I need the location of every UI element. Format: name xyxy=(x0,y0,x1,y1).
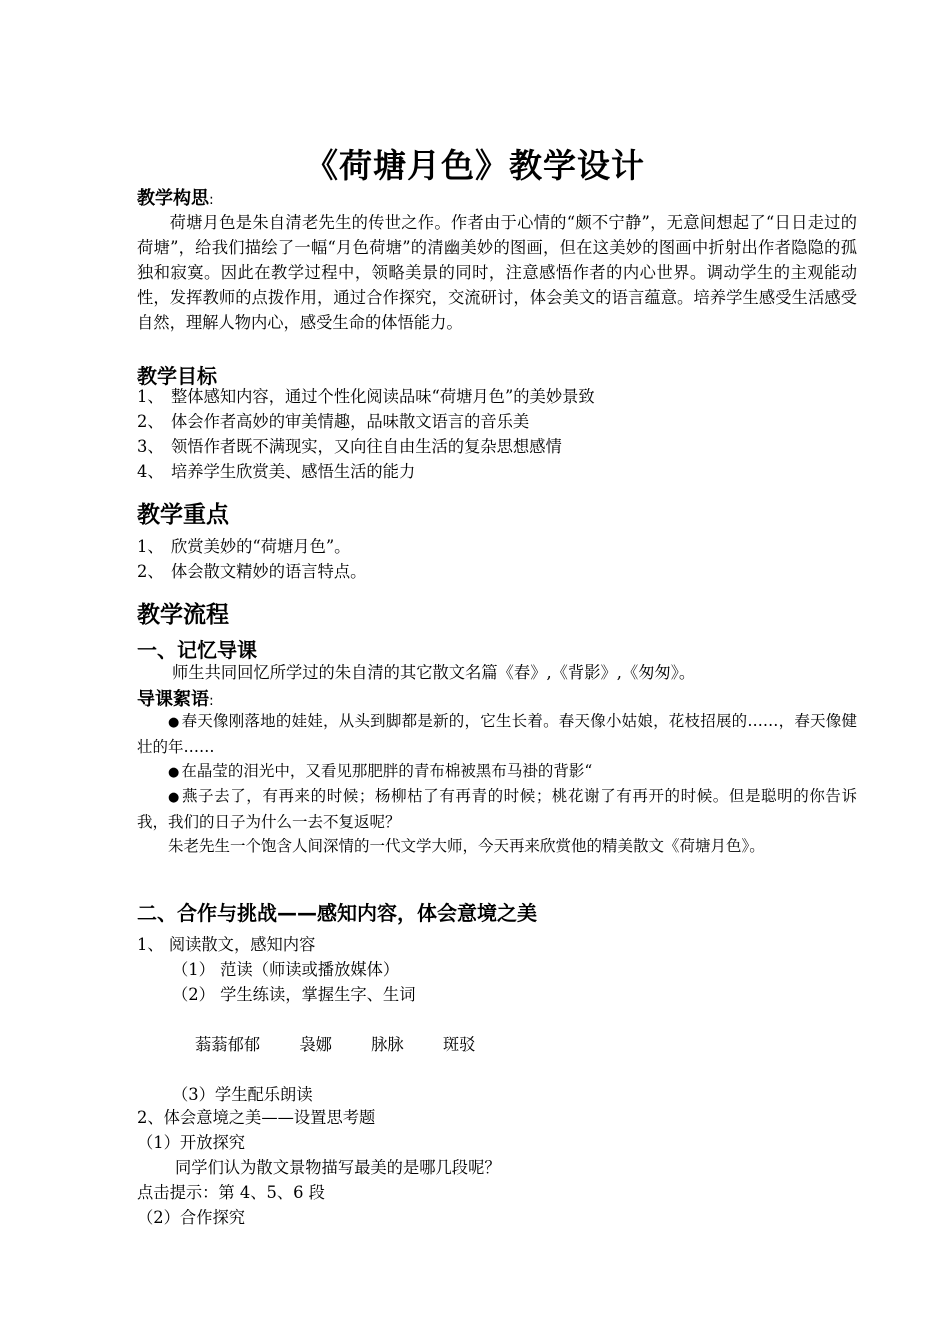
item-text: 欣赏美妙的“荷塘月色”。 xyxy=(171,537,351,556)
item-number: 4、 xyxy=(137,462,164,481)
concept-heading-text: 教学构思 xyxy=(137,188,209,209)
intro-closing: 朱老先生一个饱含人间深情的一代文学大师，今天再来欣赏他的精美散文《荷塘月色》。 xyxy=(168,837,765,855)
item-number: 2、 xyxy=(137,562,164,581)
part2-step1-c: （3）学生配乐朗读 xyxy=(172,1085,313,1104)
item-number: 2、 xyxy=(137,412,164,431)
vocab-word: 蓊蓊郁郁 xyxy=(195,1035,261,1054)
intro-bullet-2 xyxy=(137,759,857,785)
list-item xyxy=(137,559,857,584)
item-text: 体会作者高妙的审美情趣，品味散文语言的音乐美 xyxy=(171,412,530,431)
part2-step2: 2、体会意境之美——设置思考题 xyxy=(137,1108,376,1127)
intro-heading-colon: : xyxy=(209,693,214,709)
intro-heading xyxy=(137,685,857,711)
part2-step1-a: （1） 范读（师读或播放媒体） xyxy=(172,960,400,979)
bullet-icon: ● xyxy=(168,790,180,805)
bullet-text: 春天像刚落地的娃娃，从头到脚都是新的，它生长着。春天像小姑娘，花枝招展的……，春天像健壮的年…… xyxy=(137,712,857,756)
part2-step2-b: （2）合作探究 xyxy=(137,1208,246,1227)
concept-heading xyxy=(137,184,857,210)
goals-list xyxy=(137,384,857,484)
goals-heading: 教学目标 xyxy=(137,364,217,388)
intro-bullet-3 xyxy=(137,784,857,835)
list-item xyxy=(137,459,857,484)
bullet-icon: ● xyxy=(168,715,180,730)
item-number: 3、 xyxy=(137,437,164,456)
part2-step2-a: （1）开放探究 xyxy=(137,1133,246,1152)
item-number: 1、 xyxy=(137,537,164,556)
part2-step1-b: （2） 学生练读，掌握生字、生词 xyxy=(172,985,416,1004)
part1-heading: 一、记忆导课 xyxy=(137,638,257,662)
part2-heading: 二、合作与挑战——感知内容，体会意境之美 xyxy=(137,901,537,925)
list-item xyxy=(137,384,857,409)
vocab-word: 脉脉 xyxy=(371,1035,404,1054)
process-heading: 教学流程 xyxy=(137,602,229,628)
intro-heading-text: 导课絮语 xyxy=(137,689,209,710)
item-text: 体会散文精妙的语言特点。 xyxy=(171,562,367,581)
concept-paragraph: 荷塘月色是朱自清老先生的传世之作。作者由于心情的“颇不宁静”，无意间想起了“日日走过的荷塘”，给我们描绘了一幅“月色荷塘”的清幽美妙的图画，但在这美妙的图画中折射出作者隐隐的孤独和寂寞。因此在教学过程中，领略美景的同时，注意感悟作者的内心世界。调动学生的主观能动性，发挥教师的点拨作用，通过合作探究，交流研讨，体会美文的语言蕴意。培养学生感受生活感受自然，理解人物内心，感受生命的体悟能力。 xyxy=(137,213,857,332)
item-text: 领悟作者既不满现实，又向往自由生活的复杂思想感情 xyxy=(171,437,562,456)
list-item xyxy=(137,434,857,459)
vocab-words xyxy=(195,1032,855,1057)
page-title: 《荷塘月色》教学设计 xyxy=(305,146,645,185)
part2-step1: 1、 阅读散文，感知内容 xyxy=(137,935,316,954)
keypoints-list xyxy=(137,534,857,584)
item-number: 1、 xyxy=(137,387,164,406)
bullet-text: 燕子去了，有再来的时候；杨柳枯了有再青的时候；桃花谢了有再开的时候。但是聪明的你告诉我，我们的日子为什么一去不复返呢？ xyxy=(137,787,857,831)
bullet-text: 在晶莹的泪光中，又看见那肥胖的青布棉被黑布马褂的背影“ xyxy=(181,762,593,780)
keypoints-heading: 教学重点 xyxy=(137,502,229,528)
vocab-word: 斑驳 xyxy=(442,1035,476,1054)
item-text: 培养学生欣赏美、感悟生活的能力 xyxy=(171,462,416,481)
part2-question: 同学们认为散文景物描写最美的是哪几段呢？ xyxy=(175,1158,501,1177)
list-item xyxy=(137,534,857,559)
intro-bullet-1 xyxy=(137,709,857,760)
item-text: 整体感知内容，通过个性化阅读品味“荷塘月色”的美妙景致 xyxy=(171,387,595,406)
vocab-word: 袅娜 xyxy=(299,1035,332,1054)
list-item xyxy=(137,409,857,434)
part1-text: 师生共同回忆所学过的朱自清的其它散文名篇《春》,《背影》,《匆匆》。 xyxy=(172,663,696,682)
bullet-icon: ● xyxy=(168,765,180,780)
concept-heading-colon: : xyxy=(209,192,214,208)
part2-hint: 点击提示：第 4、5、6 段 xyxy=(137,1183,325,1202)
